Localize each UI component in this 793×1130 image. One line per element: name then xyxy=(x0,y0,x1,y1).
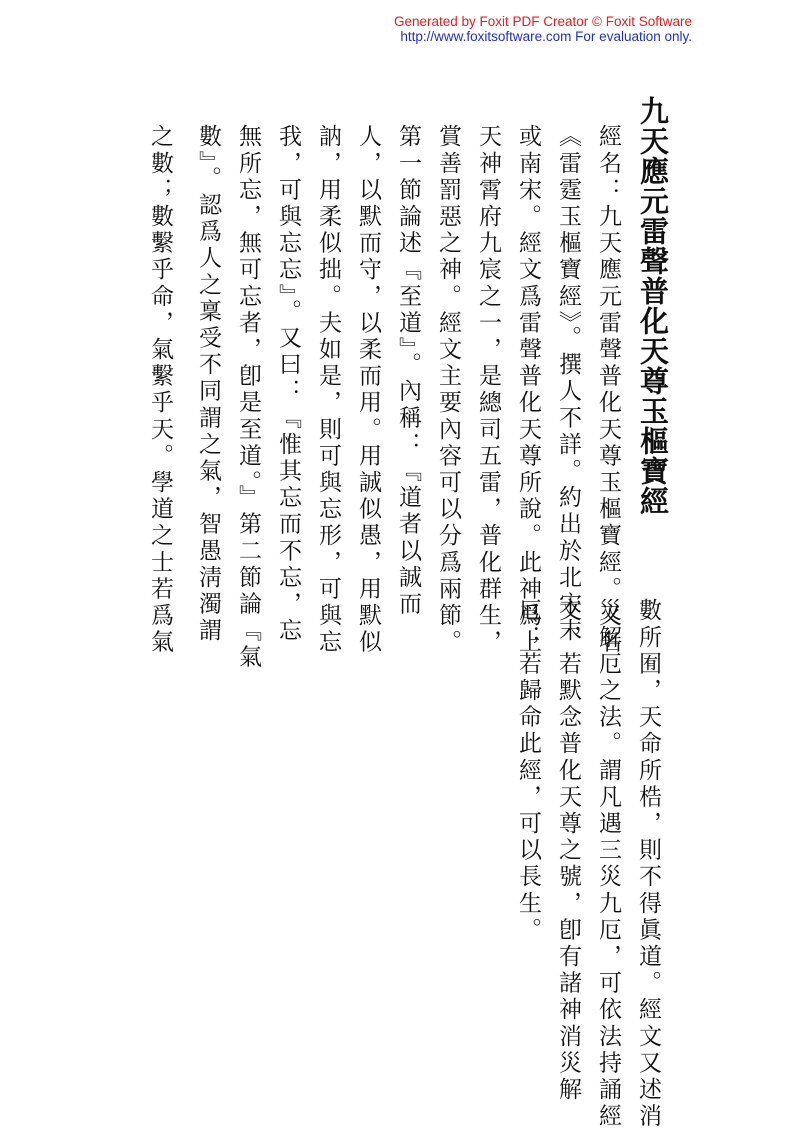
text-column: 人，以默而守，以柔而用。用誠似愚，用默似 xyxy=(355,124,381,656)
watermark-url-line: http://www.foxitsoftware.com For evaluation only. xyxy=(400,29,692,44)
watermark-generator-line: Generated by Foxit PDF Creator © Foxit Software xyxy=(393,14,692,29)
text-column: 文，若默念普化天尊之號，卽有諸神消災解 xyxy=(555,598,581,1104)
text-column: 厄；若歸命此經，可以長生。 xyxy=(515,598,541,944)
text-column: 賞善罰惡之神。經文主要內容可以分爲兩節。 xyxy=(435,124,461,656)
text-column: 經名：九天應元雷聲普化天尊玉樞寶經。又名 xyxy=(595,124,621,656)
text-column: 訥，用柔似拙。夫如是，則可與忘形，可與忘 xyxy=(315,124,341,656)
page-title: 九天應元雷聲普化天尊玉樞寶經 xyxy=(636,96,670,516)
text-column: 我，可與忘忘』。又曰：『惟其忘而不忘，忘 xyxy=(275,124,301,645)
text-column: 天神霄府九宸之一，是總司五雷，普化群生， xyxy=(475,124,501,656)
text-column: 災解厄之法。謂凡遇三災九厄，可依法持誦經 xyxy=(595,598,621,1130)
text-column: 第一節論述『至道』。內稱：『道者以誠而 xyxy=(395,124,421,618)
text-column: 之數；數繫乎命，氣繫乎天。學道之士若爲氣 xyxy=(147,124,173,656)
text-column: 《雷霆玉樞寶經》。撰人不詳。約出於北宋末 xyxy=(555,124,581,645)
text-column: 無所忘，無可忘者，卽是至道。』第二節論『氣 xyxy=(235,124,261,672)
text-column: 數所囿，天命所梏，則不得眞道。經文又述消 xyxy=(635,598,661,1130)
text-column: 或南宋。經文爲雷聲普化天尊所說。此神爲上 xyxy=(515,124,541,656)
text-column: 數』。認爲人之稟受不同謂之氣，智愚淸濁謂 xyxy=(195,124,221,645)
evaluation-watermark xyxy=(394,14,692,44)
